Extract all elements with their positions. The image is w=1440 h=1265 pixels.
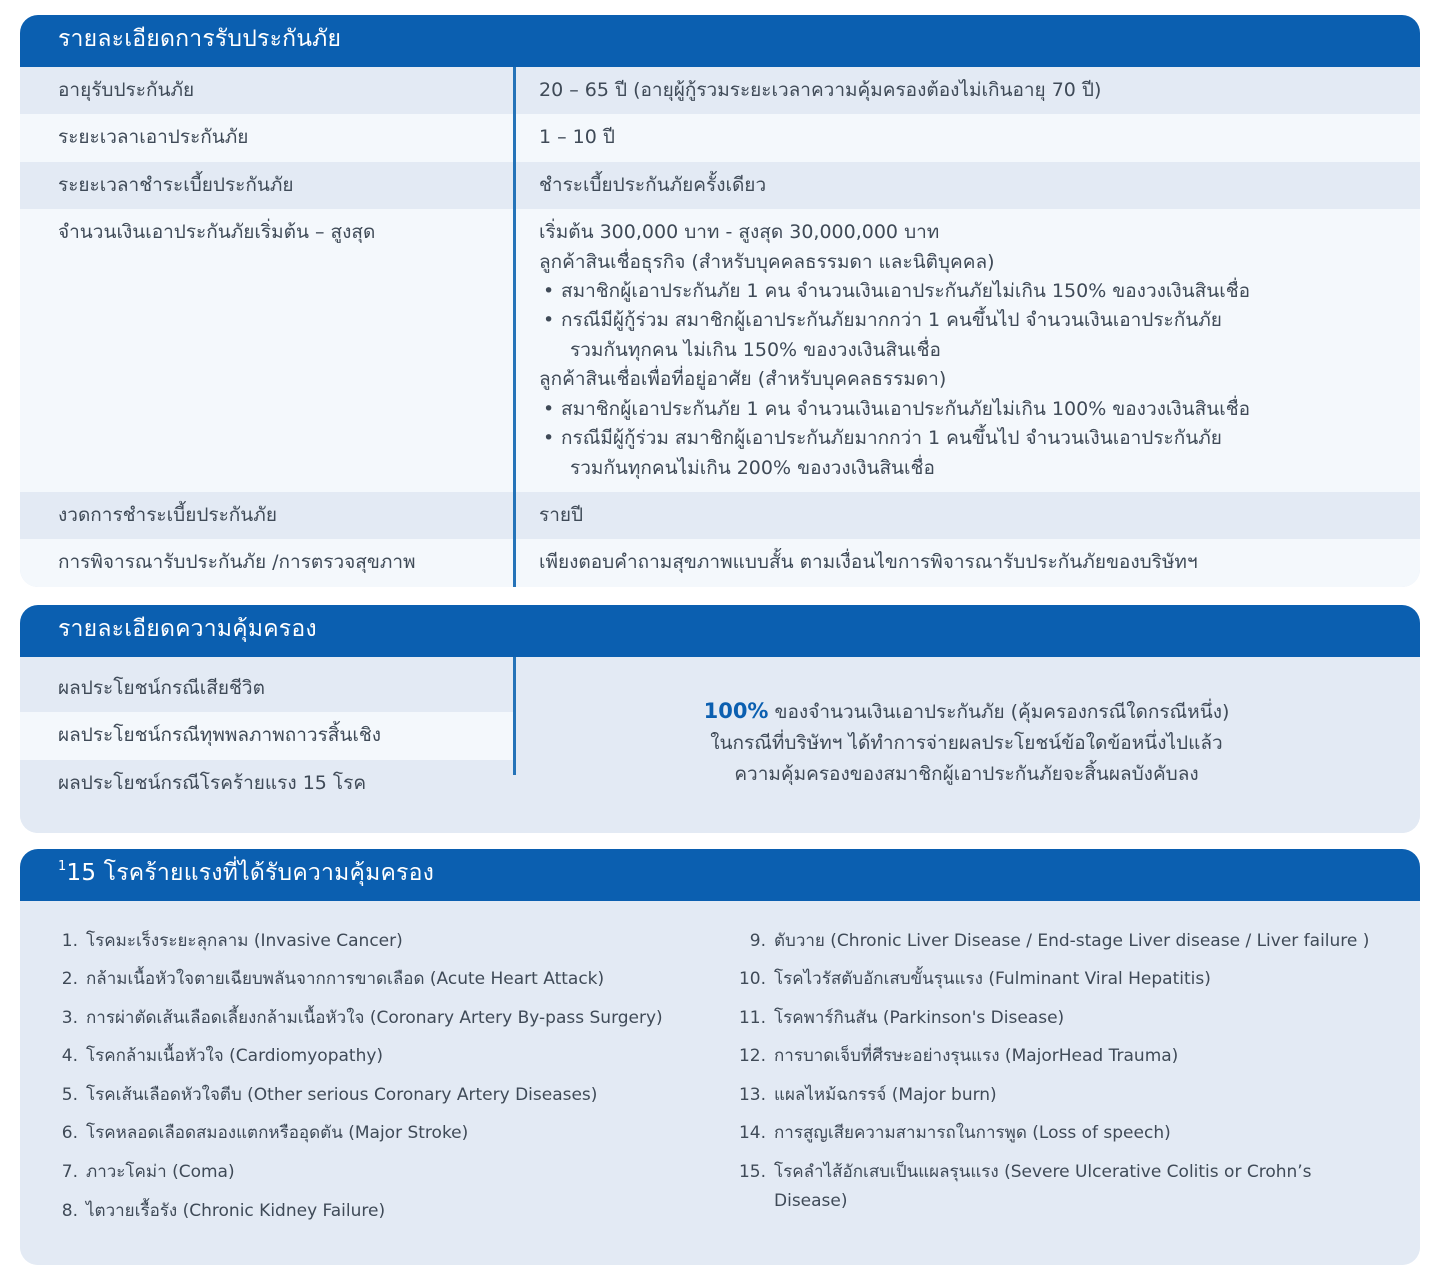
row-value-sum-insured <box>513 209 1420 492</box>
row-value: 1 – 10 ปี <box>539 126 615 149</box>
coverage-details-card <box>20 605 1420 833</box>
list-item-label: โรคหลอดเลือดสมองแตกหรืออุดตัน (Major Stroke) <box>86 1123 469 1144</box>
list-item <box>734 1081 1388 1120</box>
coverage-details-header <box>20 605 1420 657</box>
row-label: ระยะเวลาเอาประกันภัย <box>58 126 249 149</box>
list-item <box>52 965 720 1004</box>
home-loan-heading: ลูกค้าสินเชื่อเพื่อที่อยู่อาศัย (สำหรับบุคคลธรรมดา) <box>539 368 947 391</box>
business-loan-heading: ลูกค้าสินเชื่อธุรกิจ (สำหรับบุคคลธรรมดา และนิติบุคคล) <box>539 250 995 273</box>
home-loan-bullets <box>539 395 1390 483</box>
sum-insured-range: เริ่มต้น 300,000 บาท - สูงสุด 30,000,000 บาท <box>539 221 940 244</box>
bullet-text: กรณีมีผู้กู้ร่วม สมาชิกผู้เอาประกันภัยมากกว่า 1 คนขึ้นไป จำนวนเงินเอาประกันภัย <box>561 427 1222 450</box>
list-item <box>734 965 1388 1004</box>
list-item <box>52 927 720 966</box>
table-row <box>20 114 1420 161</box>
insurance-details-header <box>20 15 1420 67</box>
insurance-details-table <box>20 67 1420 587</box>
table-row <box>20 162 1420 209</box>
critical-illness-header <box>20 849 1420 901</box>
critical-illness-list <box>20 901 1420 1265</box>
row-label: ระยะเวลาชำระเบี้ยประกันภัย <box>58 173 294 196</box>
footnote-marker: 1 <box>58 858 67 874</box>
coverage-summary-text <box>704 694 1230 790</box>
list-item <box>734 1042 1388 1081</box>
list-item <box>52 1081 720 1120</box>
insurance-details-card <box>20 15 1420 587</box>
bullet-text: สมาชิกผู้เอาประกันภัย 1 คน จำนวนเงินเอาประกันภัยไม่เกิน 150% ของวงเงินสินเชื่อ <box>561 279 1251 302</box>
list-item-number: 8. <box>61 1200 78 1221</box>
list-item-label: ภาวะโคม่า (Coma) <box>86 1161 235 1182</box>
list-item-number: 5. <box>61 1084 78 1105</box>
coverage-details-table <box>20 657 1420 833</box>
table-row <box>20 539 1420 586</box>
list-item <box>52 1119 720 1158</box>
table-row-sum-insured <box>20 209 1420 492</box>
table-row <box>20 492 1420 539</box>
benefit-row-disability <box>20 712 513 759</box>
list-item <box>734 1158 1388 1225</box>
row-label: งวดการชำระเบี้ยประกันภัย <box>58 504 277 526</box>
list-item-number: 9. <box>749 930 766 951</box>
list-item-label: แผลไหม้ฉกรรจ์ (Major burn) <box>774 1084 997 1105</box>
list-item <box>734 1119 1388 1158</box>
list-item-number: 10. <box>738 969 766 990</box>
list-item-number: 15. <box>738 1161 766 1182</box>
benefit-label: ผลประโยชน์กรณีเสียชีวิต <box>58 676 265 699</box>
section-spacer <box>20 587 1420 605</box>
list-item <box>734 1004 1388 1043</box>
list-item <box>539 395 1390 424</box>
bullet-text-cont: รวมกันทุกคน ไม่เกิน 150% ของวงเงินสินเชื่อ <box>570 338 941 361</box>
list-item-label: โรคลำไส้อักเสบเป็นแผลรุนแรง (Severe Ulcerative Colitis or Crohn’s Disease) <box>774 1161 1312 1211</box>
coverage-benefit-list <box>20 657 513 833</box>
list-item-label: การบาดเจ็บที่ศีรษะอย่างรุนแรง (MajorHead Trauma) <box>774 1046 1179 1067</box>
row-value: 20 – 65 ปี (อายุผู้กู้รวมระยะเวลาความคุ้มครองต้องไม่เกินอายุ 70 ปี) <box>539 78 1102 101</box>
list-item-number: 14. <box>738 1123 766 1144</box>
list-item-number: 6. <box>61 1123 78 1144</box>
coverage-summary-line2: ในกรณีที่บริษัทฯ ได้ทำการจ่ายผลประโยชน์ข้อใดข้อหนึ่งไปแล้ว <box>710 732 1223 755</box>
list-item <box>52 1158 720 1197</box>
list-item <box>539 306 1390 365</box>
business-loan-bullets <box>539 277 1390 365</box>
row-label: จำนวนเงินเอาประกันภัยเริ่มต้น – สูงสุด <box>58 221 376 244</box>
row-value: ชำระเบี้ยประกันภัยครั้งเดียว <box>539 173 767 196</box>
list-item-number: 11. <box>738 1007 766 1028</box>
list-item-label: โรคเส้นเลือดหัวใจตีบ (Other serious Coronary Artery Diseases) <box>86 1084 598 1105</box>
list-item <box>734 927 1388 966</box>
bullet-text-cont: รวมกันทุกคนไม่เกิน 200% ของวงเงินสินเชื่อ <box>570 456 935 479</box>
list-item-label: การผ่าตัดเส้นเลือดเลี้ยงกล้ามเนื้อหัวใจ (Coronary Artery By-pass Surgery) <box>86 1007 663 1028</box>
row-label: การพิจารณารับประกันภัย /การตรวจสุขภาพ <box>58 551 416 574</box>
list-item-label: ไตวายเรื้อรัง (Chronic Kidney Failure) <box>86 1200 386 1221</box>
spacer <box>20 807 513 833</box>
list-item <box>52 1004 720 1043</box>
list-item-number: 12. <box>738 1046 766 1067</box>
column-divider <box>513 657 516 775</box>
list-item-number: 13. <box>738 1084 766 1105</box>
list-item-number: 7. <box>61 1161 78 1182</box>
benefit-label: ผลประโยชน์กรณีทุพพลภาพถาวรสิ้นเชิง <box>58 724 382 747</box>
list-item <box>52 1042 720 1081</box>
list-item-label: ตับวาย (Chronic Liver Disease / End-stage Liver disease / Liver failure ) <box>774 930 1370 951</box>
coverage-summary-line1: ของจำนวนเงินเอาประกันภัย (คุ้มครองกรณีใดกรณีหนึ่ง) <box>768 701 1230 723</box>
list-item-number: 4. <box>61 1046 78 1067</box>
list-item-label: โรคพาร์กินสัน (Parkinson's Disease) <box>774 1007 1065 1028</box>
list-item-label: กล้ามเนื้อหัวใจตายเฉียบพลันจากการขาดเลือด (Acute Heart Attack) <box>86 969 605 990</box>
list-item <box>539 277 1390 306</box>
benefit-row-death <box>20 665 513 712</box>
critical-illness-column-left <box>52 927 720 1235</box>
list-item-label: โรคกล้ามเนื้อหัวใจ (Cardiomyopathy) <box>86 1046 384 1067</box>
table-row <box>20 67 1420 114</box>
coverage-details-title: รายละเอียดความคุ้มครอง <box>58 615 317 642</box>
list-item-number: 1. <box>61 930 78 951</box>
list-item <box>539 424 1390 483</box>
row-value: รายปี <box>539 504 584 526</box>
section-spacer <box>20 833 1420 849</box>
benefit-row-critical-illness <box>20 760 513 807</box>
list-item-number: 3. <box>61 1007 78 1028</box>
coverage-summary <box>513 657 1420 833</box>
list-item-label: โรคมะเร็งระยะลุกลาม (Invasive Cancer) <box>86 930 403 951</box>
benefit-label: ผลประโยชน์กรณีโรคร้ายแรง 15 โรค <box>58 771 367 794</box>
critical-illness-column-right <box>720 927 1388 1235</box>
row-value: เพียงตอบคำถามสุขภาพแบบสั้น ตามเงื่อนไขการพิจารณารับประกันภัยของบริษัทฯ <box>539 551 1198 574</box>
insurance-details-title: รายละเอียดการรับประกันภัย <box>58 26 342 52</box>
coverage-summary-line3: ความคุ้มครองของสมาชิกผู้เอาประกันภัยจะสิ้นผลบังคับลง <box>734 762 1199 785</box>
row-label: อายุรับประกันภัย <box>58 78 195 101</box>
bullet-text: สมาชิกผู้เอาประกันภัย 1 คน จำนวนเงินเอาประกันภัยไม่เกิน 100% ของวงเงินสินเชื่อ <box>561 397 1251 420</box>
critical-illness-title: 15 โรคร้ายแรงที่ได้รับความคุ้มครอง <box>66 859 435 886</box>
list-item-number: 2. <box>61 969 78 990</box>
spacer <box>20 657 513 665</box>
coverage-percent: 100% <box>703 699 769 723</box>
list-item-label: การสูญเสียความสามารถในการพูด (Loss of speech) <box>774 1123 1171 1144</box>
critical-illness-card <box>20 849 1420 1265</box>
bullet-text: กรณีมีผู้กู้ร่วม สมาชิกผู้เอาประกันภัยมากกว่า 1 คนขึ้นไป จำนวนเงินเอาประกันภัย <box>561 309 1222 332</box>
list-item-label: โรคไวรัสตับอักเสบขั้นรุนแรง (Fulminant Viral Hepatitis) <box>774 969 1211 990</box>
column-divider <box>513 67 516 587</box>
list-item <box>52 1197 720 1236</box>
